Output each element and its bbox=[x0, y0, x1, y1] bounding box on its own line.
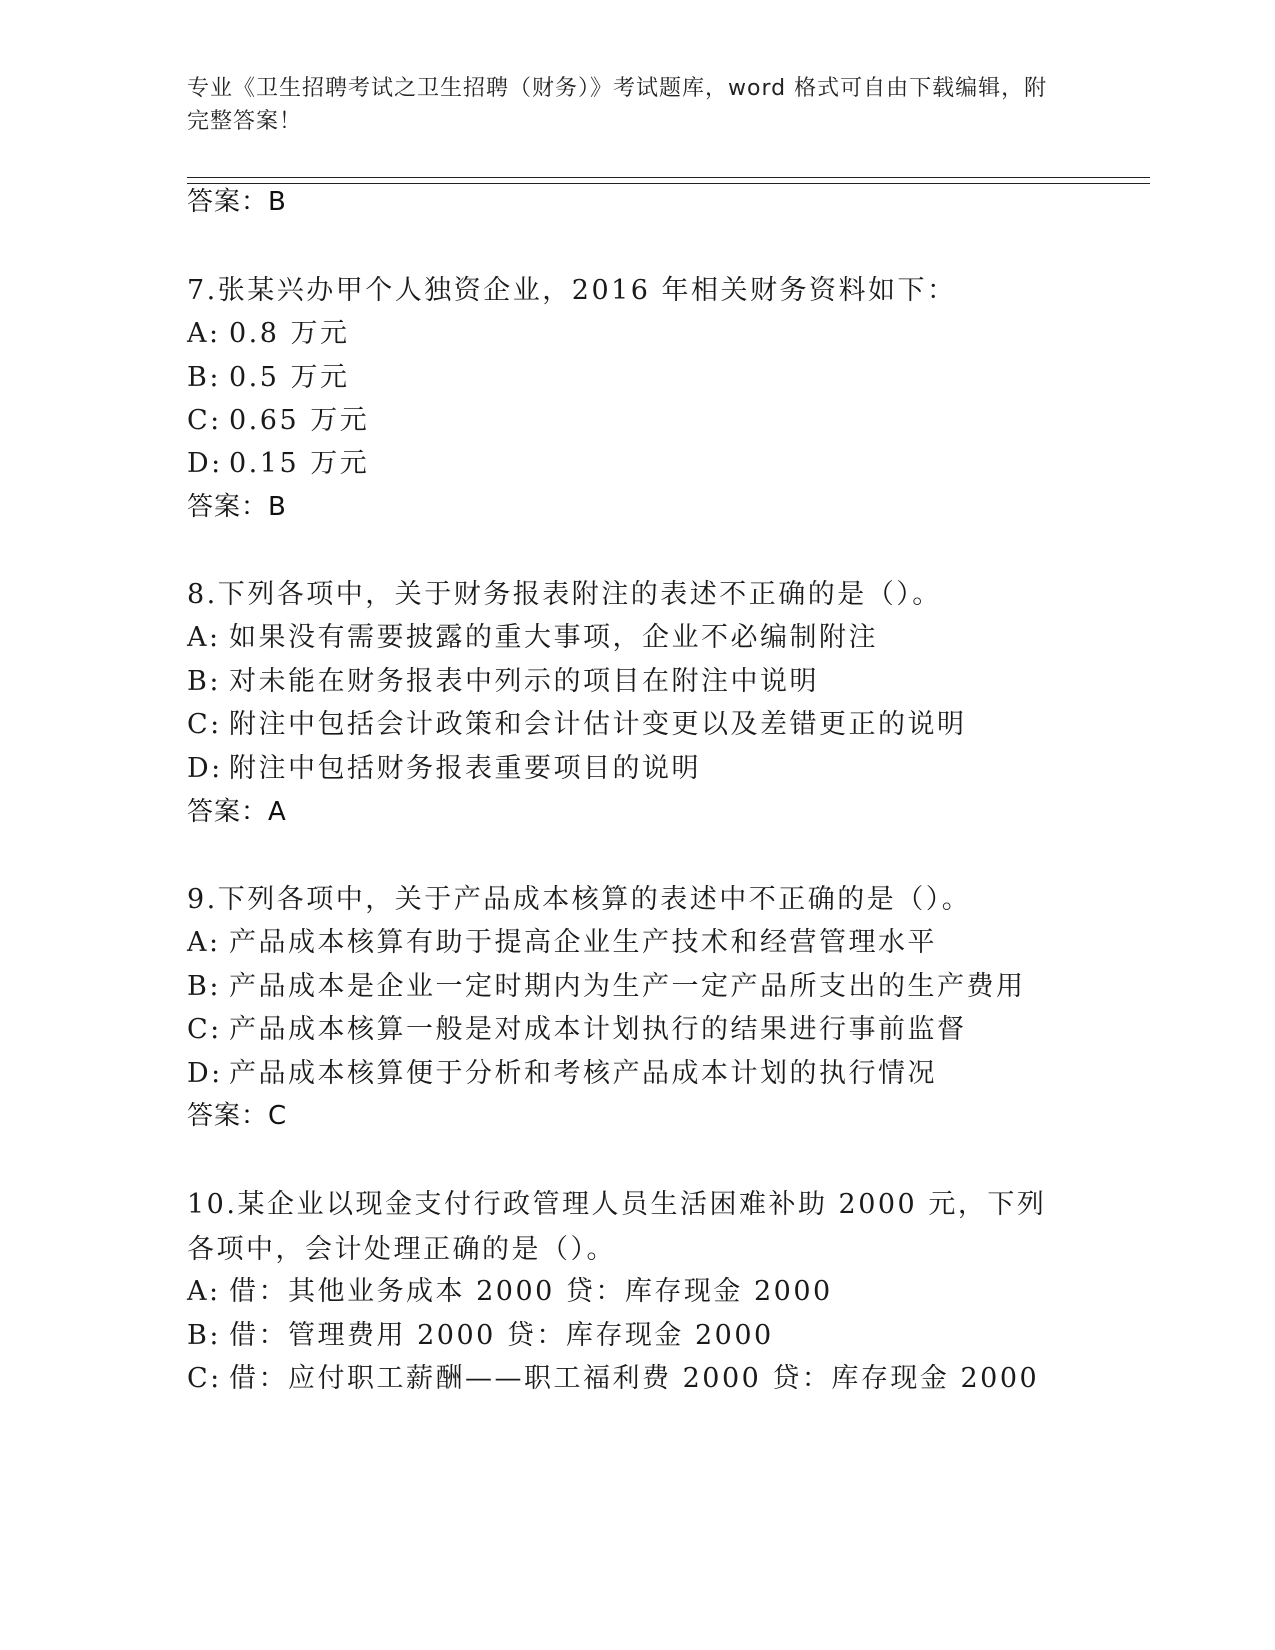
option-b bbox=[187, 355, 350, 400]
option-text: 产品成本核算一般是对成本计划执行的结果进行事前监督 bbox=[229, 1014, 967, 1045]
option-key: C: bbox=[187, 1363, 222, 1394]
option-a bbox=[187, 311, 350, 356]
answer: 答案：C bbox=[187, 1101, 288, 1131]
option-key: A: bbox=[187, 622, 221, 653]
header-divider-top bbox=[187, 177, 1150, 178]
question-stem: 9.下列各项中，关于产品成本核算的表述中不正确的是（）。 bbox=[187, 884, 972, 915]
option-c bbox=[187, 1356, 1039, 1401]
option-a bbox=[187, 920, 937, 965]
option-key: D: bbox=[187, 1058, 223, 1089]
option-text: 借：管理费用 2000 贷：库存现金 2000 bbox=[229, 1320, 774, 1351]
option-key: A: bbox=[187, 1276, 221, 1307]
header-divider-bottom bbox=[187, 183, 1150, 184]
answer: 答案：B bbox=[187, 492, 287, 522]
option-d bbox=[187, 1051, 937, 1096]
option-text: 0.8 万元 bbox=[229, 318, 350, 349]
option-a bbox=[187, 1269, 833, 1314]
option-text: 0.15 万元 bbox=[229, 448, 370, 479]
option-d bbox=[187, 441, 369, 486]
answer: 答案：A bbox=[187, 797, 287, 827]
question-stem: 10.某企业以现金支付行政管理人员生活困难补助 2000 元，下列各项中，会计处理正确的是（）。 bbox=[187, 1189, 1047, 1265]
option-text: 产品成本核算便于分析和考核产品成本计划的执行情况 bbox=[229, 1058, 937, 1089]
option-key: B: bbox=[187, 666, 221, 697]
option-c bbox=[187, 398, 369, 443]
document-header: 专业《卫生招聘考试之卫生招聘（财务）》考试题库，word 格式可自由下载编辑，附完整答案！ bbox=[187, 76, 1048, 134]
option-key: C: bbox=[187, 405, 222, 436]
option-d bbox=[187, 746, 701, 791]
option-text: 产品成本是企业一定时期内为生产一定产品所支出的生产费用 bbox=[229, 971, 1026, 1002]
option-text: 附注中包括财务报表重要项目的说明 bbox=[229, 753, 701, 784]
option-key: B: bbox=[187, 362, 221, 393]
option-key: C: bbox=[187, 1014, 222, 1045]
option-key: B: bbox=[187, 1320, 221, 1351]
option-key: A: bbox=[187, 927, 221, 958]
option-c bbox=[187, 1007, 967, 1052]
option-b bbox=[187, 659, 819, 704]
option-text: 借：其他业务成本 2000 贷：库存现金 2000 bbox=[229, 1276, 833, 1307]
question-stem: 8.下列各项中，关于财务报表附注的表述不正确的是（）。 bbox=[187, 579, 942, 610]
option-key: D: bbox=[187, 753, 223, 784]
option-text: 0.5 万元 bbox=[229, 362, 350, 393]
option-b bbox=[187, 964, 1026, 1009]
option-b bbox=[187, 1313, 774, 1358]
option-text: 如果没有需要披露的重大事项，企业不必编制附注 bbox=[229, 622, 878, 653]
option-key: B: bbox=[187, 971, 221, 1002]
option-a bbox=[187, 615, 878, 660]
option-key: C: bbox=[187, 709, 222, 740]
previous-answer: 答案：B bbox=[187, 187, 287, 217]
option-key: A: bbox=[187, 318, 221, 349]
option-c bbox=[187, 702, 967, 747]
option-text: 附注中包括会计政策和会计估计变更以及差错更正的说明 bbox=[229, 709, 967, 740]
option-text: 对未能在财务报表中列示的项目在附注中说明 bbox=[229, 666, 819, 697]
option-key: D: bbox=[187, 448, 223, 479]
option-text: 产品成本核算有助于提高企业生产技术和经营管理水平 bbox=[229, 927, 937, 958]
option-text: 借：应付职工薪酬——职工福利费 2000 贷：库存现金 2000 bbox=[229, 1363, 1040, 1394]
question-stem: 7.张某兴办甲个人独资企业，2016 年相关财务资料如下： bbox=[187, 275, 957, 306]
option-text: 0.65 万元 bbox=[229, 405, 370, 436]
